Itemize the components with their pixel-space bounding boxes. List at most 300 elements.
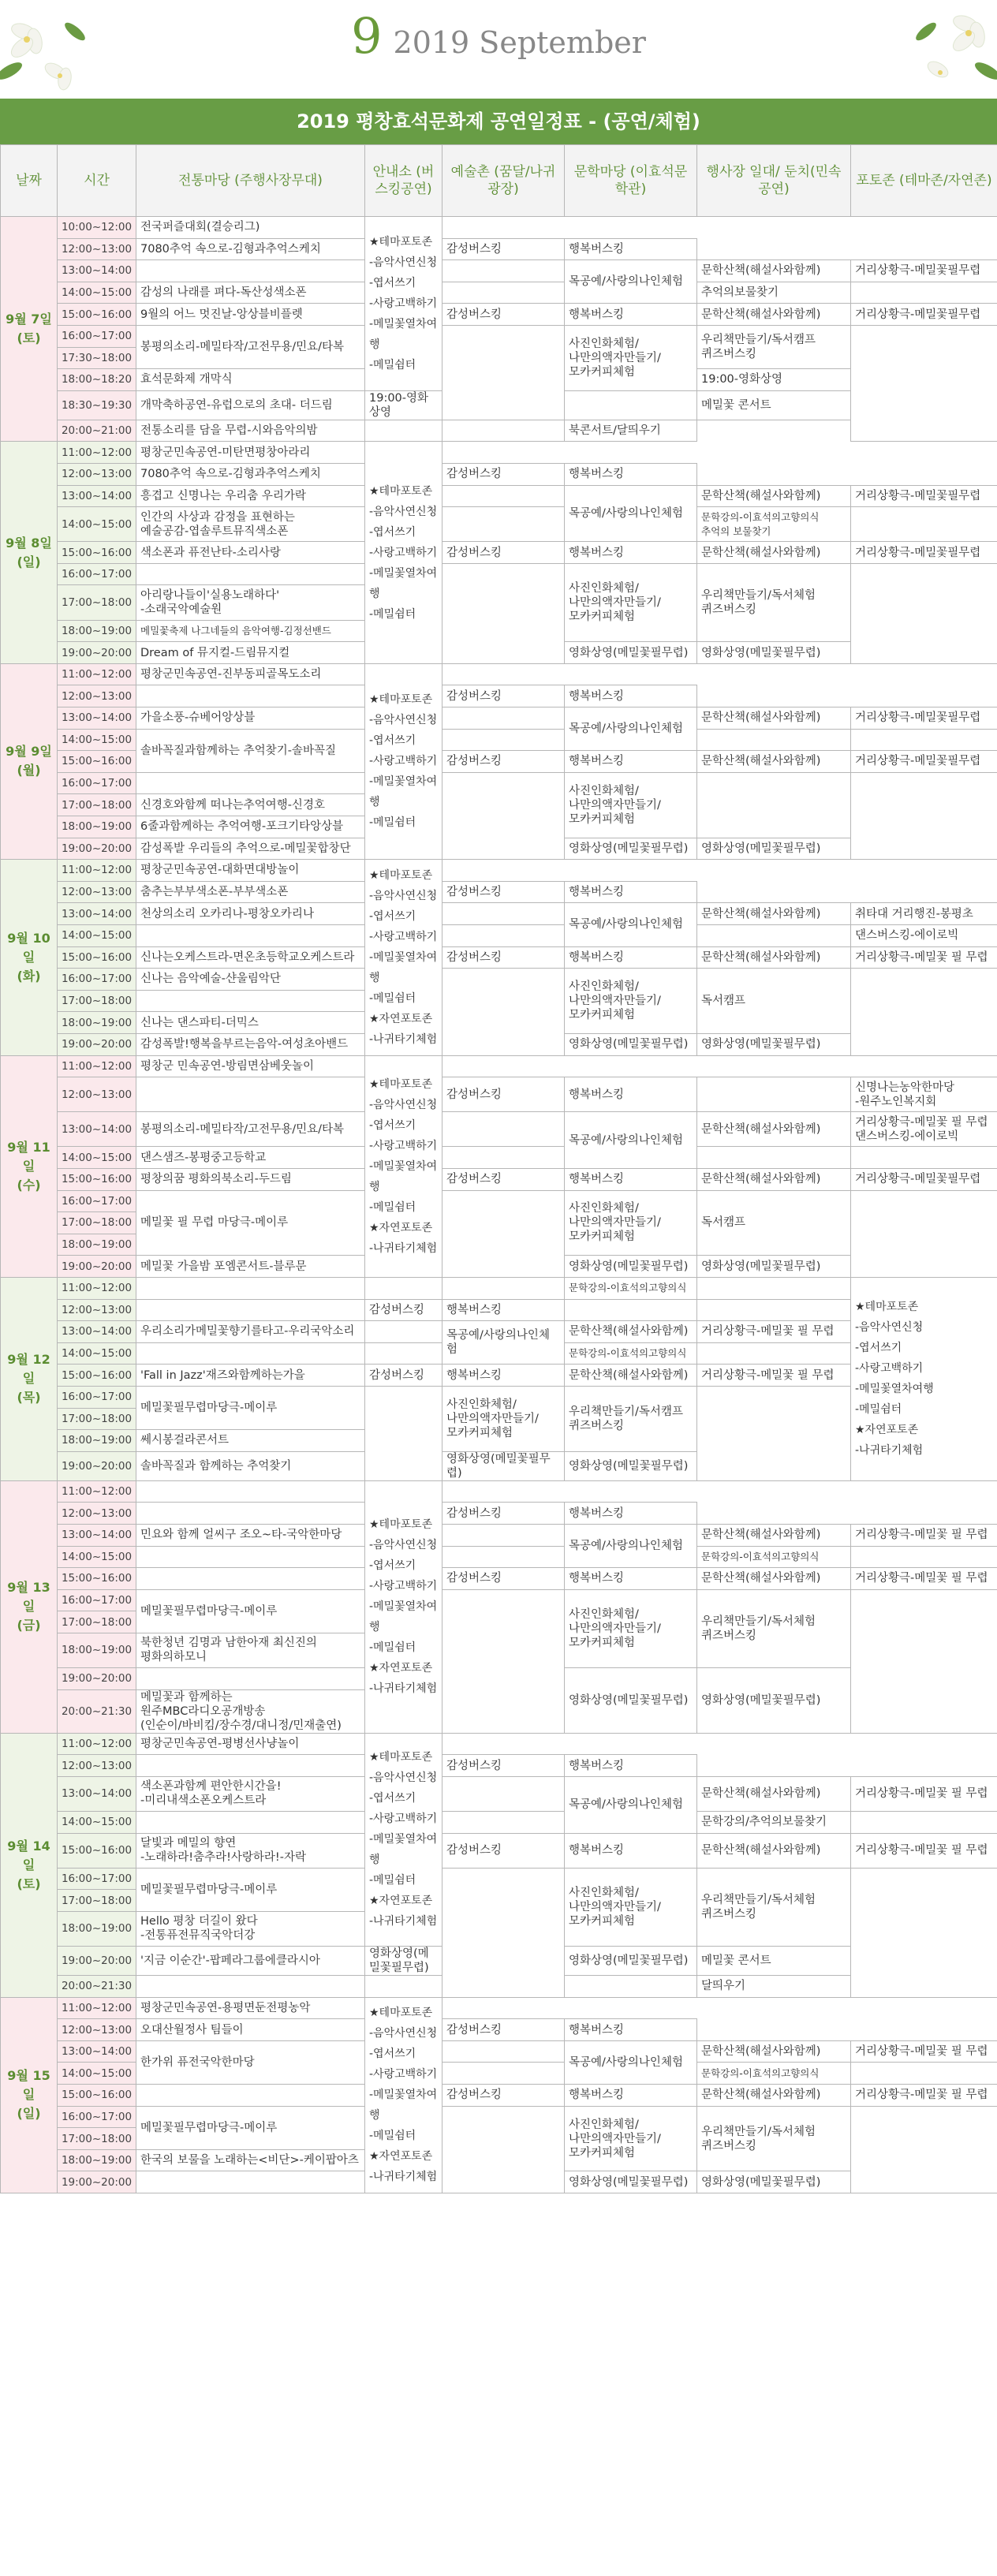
event-cell	[697, 1299, 851, 1321]
event-cell: 천상의소리 오카리나-평창오카리나	[136, 903, 365, 925]
time-cell: 17:00~18:00	[58, 585, 136, 620]
event-cell	[136, 2171, 365, 2193]
event-cell	[697, 1342, 851, 1365]
table-row	[1, 685, 997, 707]
table-row	[1, 507, 997, 542]
table-row	[1, 542, 997, 564]
event-cell: 문학산책(해설사와함께)	[697, 1169, 851, 1191]
event-cell: 행복버스킹	[565, 881, 697, 903]
time-cell: 15:00~16:00	[58, 2085, 136, 2107]
time-cell: 13:00~14:00	[58, 485, 136, 507]
table-row	[1, 1169, 997, 1191]
event-cell: 거리상황극-메밀꽃 필 무렵 댄스버스킹-에이로빅	[851, 1112, 997, 1147]
time-cell: 12:00~13:00	[58, 685, 136, 707]
event-cell: 영화상영(메밀꽃필무렵)	[565, 1947, 697, 1976]
event-cell	[851, 325, 997, 441]
time-cell: 14:00~15:00	[58, 924, 136, 946]
event-cell: 메밀꽃 필 무렵 마당극-메이루	[136, 1190, 365, 1256]
table-header-row	[1, 145, 997, 217]
event-cell: 우리책만들기/독서체험 퀴즈버스킹	[697, 2106, 851, 2171]
event-cell: 목공예/사랑의나인체험	[565, 1112, 697, 1169]
table-row	[1, 1524, 997, 1546]
event-cell	[442, 772, 565, 859]
event-cell	[442, 729, 565, 751]
time-cell: 20:00~21:00	[58, 420, 136, 442]
event-cell: 문학산책(해설사와함께)	[697, 1524, 851, 1546]
table-row	[1, 1568, 997, 1590]
event-cell: 감성의 나래를 펴다-독산성색소폰	[136, 282, 365, 304]
event-cell	[136, 772, 365, 794]
time-cell: 12:00~13:00	[58, 1299, 136, 1321]
event-cell: 문학산책(해설사와함께)	[697, 1833, 851, 1868]
event-cell: 메밀꽃 가을밤 포엠콘서트-블루문	[136, 1256, 365, 1278]
event-cell: 전국퍼즐대회(결승리그)	[136, 217, 365, 239]
event-cell	[442, 1524, 565, 1546]
photozone-cell: ★테마포토존 -음악사연신청 -엽서쓰기 -사랑고백하기 -메밀꽃열차여행 -메밀쉼터 ★자연포토존 -나귀타기체험	[851, 1277, 997, 1480]
event-cell: 행복버스킹	[565, 238, 697, 260]
event-cell: 감성버스킹	[442, 463, 565, 485]
event-cell: 문학산책(해설사와함께)	[697, 2040, 851, 2063]
table-row	[1, 2040, 997, 2063]
time-cell: 11:00~12:00	[58, 1997, 136, 2019]
event-cell: 문학강의-이효석의고향의식	[565, 1277, 697, 1299]
event-cell: 감성폭발 우리들의 추억으로-메밀꽃합창단	[136, 838, 365, 860]
event-cell	[697, 1147, 851, 1169]
event-cell: 행복버스킹	[565, 1833, 697, 1868]
event-cell: 북한청년 김명과 남한아재 최신진의 평화의하모니	[136, 1633, 365, 1667]
event-cell: 메밀꽃필무렵마당극-메이루	[136, 2106, 365, 2149]
event-cell	[851, 2063, 997, 2085]
time-cell: 11:00~12:00	[58, 1055, 136, 1077]
event-cell	[851, 969, 997, 1055]
event-cell: 행복버스킹	[565, 946, 697, 969]
time-cell: 14:00~15:00	[58, 507, 136, 542]
event-cell: 행복버스킹	[565, 1169, 697, 1191]
date-cell: 9월 14일 (토)	[1, 1733, 58, 1997]
event-cell: 감성버스킹	[442, 1503, 565, 1525]
event-cell: 목공예/사랑의나인체험	[565, 1524, 697, 1567]
event-cell: 평창군민속공연-용평면둔전평농악	[136, 1997, 365, 2019]
event-cell: 6줄과함께하는 추억여행-포크기타앙상블	[136, 816, 365, 838]
time-cell: 16:00~17:00	[58, 2106, 136, 2128]
event-cell: 영화상영(메밀꽃필무렵)	[697, 2171, 851, 2193]
event-cell: 감성버스킹	[442, 751, 565, 773]
event-cell: 감성버스킹	[365, 1365, 442, 1387]
event-cell	[442, 420, 565, 442]
time-cell: 18:00~18:20	[58, 369, 136, 391]
event-cell	[442, 1546, 565, 1568]
event-cell: 문학강의/추억의보물찾기	[697, 1811, 851, 1833]
event-cell	[442, 1277, 565, 1299]
event-cell: 목공예/사랑의나인체험	[565, 707, 697, 751]
event-cell: 댄스샘즈-봉평중고등학교	[136, 1147, 365, 1169]
event-cell	[136, 260, 365, 282]
event-cell: 인간의 사상과 감정을 표현하는 예술공감-엽솔루트뮤직색소폰	[136, 507, 365, 542]
event-cell: 영화상영(메밀꽃필무렵)	[565, 642, 697, 664]
event-cell	[365, 1976, 442, 1998]
time-cell: 19:00~20:00	[58, 1033, 136, 1055]
event-cell: 거리상황극-메밀꽃필무렵	[851, 485, 997, 507]
event-cell	[851, 772, 997, 859]
event-cell: 'Fall in Jazz'재즈와함께하는가을	[136, 1365, 365, 1387]
event-cell: 목공예/사랑의나인체험	[565, 485, 697, 542]
event-cell	[851, 1546, 997, 1568]
event-cell: 영화상영(메밀꽃필무렵)	[365, 1947, 442, 1976]
event-cell	[697, 924, 851, 946]
time-cell: 15:00~16:00	[58, 1169, 136, 1191]
event-cell: 감성버스킹	[442, 1568, 565, 1590]
event-cell: 평창의꿈 평화의북소리-두드림	[136, 1169, 365, 1191]
photozone-cell: ★테마포토존 -음악사연신청 -엽서쓰기 -사랑고백하기 -메밀꽃열차여행 -메밀쉼터 ★자연포토존 -나귀타기체험	[365, 1733, 442, 1946]
event-cell	[851, 1147, 997, 1169]
schedule-table-wrapper	[0, 144, 997, 2193]
time-cell: 14:00~15:00	[58, 1147, 136, 1169]
event-cell	[136, 1546, 365, 1568]
column-header: 날짜	[1, 145, 58, 217]
event-cell: 영화상영(메밀꽃필무렵)	[565, 838, 697, 860]
time-cell: 15:00~16:00	[58, 751, 136, 773]
event-cell	[442, 1811, 565, 1833]
event-cell	[442, 1190, 565, 1277]
event-cell	[442, 485, 565, 507]
event-cell	[851, 729, 997, 751]
event-cell: 봉평의소리-메밀타작/고전무용/민요/타복	[136, 325, 365, 368]
table-row	[1, 969, 997, 991]
time-cell: 13:00~14:00	[58, 1524, 136, 1546]
event-cell: 댄스버스킹-에이로빅	[851, 924, 997, 946]
year-month: 2019 September	[393, 25, 646, 60]
event-cell: 봉평의소리-메밀타작/고전무용/민요/타복	[136, 1112, 365, 1147]
event-cell: 감성버스킹	[442, 238, 565, 260]
event-cell: 아리랑나들이'실용노래하다' -소래국악예술원	[136, 585, 365, 620]
event-cell: 독서캠프	[697, 969, 851, 1034]
table-row	[1, 663, 997, 685]
date-cell: 9월 11일 (수)	[1, 1055, 58, 1277]
table-row	[1, 1112, 997, 1147]
event-cell: 거리상황극-메밀꽃필무렵	[851, 304, 997, 326]
time-cell: 16:00~17:00	[58, 1868, 136, 1890]
event-cell: 행복버스킹	[565, 304, 697, 326]
event-cell	[442, 969, 565, 1055]
event-cell: 사진인화체험/ 나만의액자만들기/ 모카커피체험	[565, 969, 697, 1034]
time-cell: 20:00~21:30	[58, 1976, 136, 1998]
photozone-cell: ★테마포토존 -음악사연신청 -엽서쓰기 -사랑고백하기 -메밀꽃열차여행 -메밀쉼터 ★자연포토존 -나귀타기체험	[365, 860, 442, 1055]
event-cell: 행복버스킹	[565, 1755, 697, 1777]
event-cell: 문학산책(해설사와함께)	[697, 1568, 851, 1590]
event-cell	[442, 1868, 565, 1997]
time-cell: 18:00~19:00	[58, 620, 136, 642]
event-cell: 문학강의-이효석의고향의식	[697, 1546, 851, 1568]
event-cell: 거리상황극-메밀꽃 필 무렵	[851, 1568, 997, 1590]
event-cell: 행복버스킹	[565, 1077, 697, 1112]
event-cell: 우리책만들기/독서캠프 퀴즈버스킹	[697, 325, 851, 368]
event-cell: 개막축하공연-유럽으로의 초대- 더드림	[136, 390, 365, 420]
time-cell: 18:00~19:00	[58, 1633, 136, 1667]
event-cell: 춤추는부부색소폰-부부색소폰	[136, 881, 365, 903]
event-cell: 영화상영(메밀꽃필무렵)	[697, 1033, 851, 1055]
event-cell	[565, 1299, 697, 1321]
event-cell: 거리상황극-메밀꽃필무렵	[851, 1169, 997, 1191]
table-row	[1, 217, 997, 239]
event-cell: 19:00-영화상영	[365, 390, 442, 420]
table-row	[1, 563, 997, 585]
table-row	[1, 1811, 997, 1833]
event-cell: 효석문화제 개막식	[136, 369, 365, 391]
table-row	[1, 1733, 997, 1755]
event-cell	[365, 1386, 442, 1480]
event-cell: 색소폰과함께 편안한시간을! -미리내색소폰오케스트라	[136, 1776, 365, 1811]
time-cell: 18:00~19:00	[58, 1430, 136, 1452]
event-cell: 문학강의-이효석의고향의식	[697, 2063, 851, 2085]
event-cell: 행복버스킹	[565, 685, 697, 707]
time-cell: 14:00~15:00	[58, 282, 136, 304]
event-cell	[136, 1277, 365, 1299]
event-cell: 평창군민속공연-평병선사냥놀이	[136, 1733, 365, 1755]
table-row	[1, 238, 997, 260]
event-cell	[697, 772, 851, 838]
column-header: 전통마당 (주행사장무대)	[136, 145, 365, 217]
table-row	[1, 924, 997, 946]
event-cell: 우리책만들기/독서캠프 퀴즈버스킹	[565, 1386, 697, 1451]
event-cell: 감성버스킹	[442, 1755, 565, 1777]
table-row	[1, 860, 997, 882]
time-cell: 17:00~18:00	[58, 794, 136, 816]
table-row	[1, 1277, 997, 1299]
time-cell: 18:00~19:00	[58, 2149, 136, 2171]
event-cell: 행복버스킹	[565, 2019, 697, 2041]
table-row	[1, 1868, 997, 1890]
event-cell: 우리소리가메밀꽃향기를타고-우리국악소리	[136, 1321, 365, 1343]
event-cell: 감성버스킹	[442, 946, 565, 969]
event-cell: 평창군민속공연-진부동피골목도소리	[136, 663, 365, 685]
event-cell	[565, 390, 697, 420]
event-cell: 문학산책(해설사와함께)	[697, 751, 851, 773]
event-cell: 문학산책(해설사와함께)	[697, 260, 851, 282]
event-cell: 우리책만들기/독서체험 퀴즈버스킹	[697, 1589, 851, 1667]
event-cell: 우리책만들기/독서체험 퀴즈버스킹	[697, 1868, 851, 1946]
table-row	[1, 304, 997, 326]
event-cell: 감성버스킹	[442, 542, 565, 564]
time-cell: 13:00~14:00	[58, 707, 136, 730]
event-cell	[136, 1503, 365, 1525]
date-cell: 9월 10일 (화)	[1, 860, 58, 1055]
event-cell: 문학산책(해설사와함께)	[697, 304, 851, 326]
event-cell	[851, 1868, 997, 1997]
photozone-cell: ★테마포토존 -음악사연신청 -엽서쓰기 -사랑고백하기 -메밀꽃열차여행 -메밀쉼터 ★자연포토존 -나귀타기체험	[365, 1055, 442, 1277]
schedule-table	[0, 144, 997, 2193]
event-cell	[136, 685, 365, 707]
event-cell: 문학산책(해설사와함께)	[697, 485, 851, 507]
event-cell: 메밀꽃필무렵마당극-메이루	[136, 1589, 365, 1633]
time-cell: 17:00~18:00	[58, 1890, 136, 1912]
event-cell: 문학산책(해설사와함께)	[565, 1365, 697, 1387]
time-cell: 15:00~16:00	[58, 304, 136, 326]
event-cell: 행복버스킹	[565, 463, 697, 485]
photozone-cell: ★테마포토존 -음악사연신청 -엽서쓰기 -사랑고백하기 -메밀꽃열차여행 -메밀쉼터 ★자연포토존 -나귀타기체험	[365, 1997, 442, 2193]
table-row	[1, 946, 997, 969]
event-cell	[851, 563, 997, 663]
event-cell: 행복버스킹	[565, 542, 697, 564]
event-cell: 영화상영(메밀꽃필무렵)	[697, 1256, 851, 1278]
table-row	[1, 2085, 997, 2107]
time-cell: 11:00~12:00	[58, 1480, 136, 1503]
table-row	[1, 282, 997, 304]
column-header: 문학마당 (이효석문학관)	[565, 145, 697, 217]
event-cell	[442, 260, 565, 282]
event-cell: 목공예/사랑의나인체험	[565, 903, 697, 946]
event-cell: 거리상황극-메밀꽃필무렵	[851, 542, 997, 564]
event-cell	[851, 2106, 997, 2193]
page-header	[0, 0, 997, 106]
event-cell	[136, 990, 365, 1012]
time-cell: 13:00~14:00	[58, 903, 136, 925]
event-cell	[442, 1589, 565, 1733]
time-cell: 19:00~20:00	[58, 1947, 136, 1976]
table-row	[1, 1365, 997, 1387]
event-cell: 거리상황극-메밀꽃 필 무렵	[851, 2040, 997, 2063]
table-row	[1, 1147, 997, 1169]
event-cell: 색소폰과 퓨전난타-소리사랑	[136, 542, 365, 564]
event-cell	[697, 1077, 851, 1112]
event-cell: 거리상황극-메밀꽃필무렵	[851, 707, 997, 730]
time-cell: 18:00~19:00	[58, 1012, 136, 1034]
column-header: 예술촌 (꿈달/나귀광장)	[442, 145, 565, 217]
table-row	[1, 485, 997, 507]
table-row	[1, 442, 997, 464]
time-cell: 11:00~12:00	[58, 1277, 136, 1299]
table-row	[1, 772, 997, 794]
event-cell	[442, 903, 565, 925]
event-cell: 메밀꽃필무렵마당극-메이루	[136, 1868, 365, 1911]
event-cell: 쎄시봉걸라콘서트	[136, 1430, 365, 1452]
event-cell	[365, 1277, 442, 1299]
event-cell: 영화상영(메밀꽃필무렵)	[442, 1451, 565, 1480]
event-cell	[136, 1299, 365, 1321]
time-cell: 18:00~19:00	[58, 1911, 136, 1946]
event-cell: 목공예/사랑의나인체험	[565, 260, 697, 304]
event-cell: 거리상황극-메밀꽃 필 무렵	[851, 1776, 997, 1811]
time-cell: 19:00~20:00	[58, 1451, 136, 1480]
event-cell: 사진인화체험/ 나만의액자만들기/ 모카커피체험	[565, 325, 697, 390]
time-cell: 16:00~17:00	[58, 969, 136, 991]
time-cell: 19:00~20:00	[58, 1256, 136, 1278]
event-cell: 거리상황극-메밀꽃 필 무렵	[697, 1321, 851, 1343]
time-cell: 19:00~20:00	[58, 2171, 136, 2193]
event-cell: 문학산책(해설사와함께)	[697, 1112, 851, 1147]
event-cell: 신나는오케스트라-면온초등학교오케스트라	[136, 946, 365, 969]
time-cell: 18:00~19:00	[58, 816, 136, 838]
table-row	[1, 707, 997, 730]
time-cell: 10:00~12:00	[58, 217, 136, 239]
table-row	[1, 1776, 997, 1811]
event-cell: 문학산책(해설사와함께)	[697, 1776, 851, 1811]
time-cell: 14:00~15:00	[58, 2063, 136, 2085]
time-cell: 18:00~19:00	[58, 1234, 136, 1256]
event-cell: 목공예/사랑의나인체험	[565, 2040, 697, 2084]
event-cell	[136, 563, 365, 585]
event-cell: 감성버스킹	[442, 2085, 565, 2107]
event-cell	[565, 1976, 697, 1998]
flower-decoration-icon	[902, 0, 997, 103]
event-cell: 거리상황극-메밀꽃필무렵	[851, 751, 997, 773]
event-cell: 사진인화체험/ 나만의액자만들기/ 모카커피체험	[565, 563, 697, 641]
table-row	[1, 1480, 997, 1503]
event-cell: 문학산책(해설사와함께)	[565, 1321, 697, 1343]
time-cell: 11:00~12:00	[58, 860, 136, 882]
event-cell: 전통소리를 담을 무렵-시와음악의밤	[136, 420, 365, 442]
time-cell: 16:00~17:00	[58, 563, 136, 585]
event-cell: 행복버스킹	[565, 751, 697, 773]
event-cell: 평창군민속공연-대화면대방놀이	[136, 860, 365, 882]
event-cell: 행복버스킹	[442, 1299, 565, 1321]
event-cell: 19:00-영화상영	[697, 369, 851, 391]
event-cell: 문학강의-이효석의고향의식	[565, 1342, 697, 1365]
event-cell: 취타대 거리행진-봉평초	[851, 903, 997, 925]
photozone-event-cell: 북콘서트/달띄우기	[565, 420, 697, 442]
event-cell: 영화상영(메밀꽃필무렵)	[565, 1033, 697, 1055]
photozone-event-cell: 메밀꽃 콘서트	[697, 1947, 851, 1976]
event-cell	[442, 325, 565, 420]
table-row	[1, 463, 997, 485]
event-cell	[442, 924, 565, 946]
photozone-cell: ★테마포토존 -음악사연신청 -엽서쓰기 -사랑고백하기 -메밀꽃열차여행 -메밀쉼터 ★자연포토존 -나귀타기체험	[365, 1480, 442, 1733]
event-cell: 우리책만들기/독서체험 퀴즈버스킹	[697, 563, 851, 641]
event-cell: 신경호와함께 떠나는추억여행-신경호	[136, 794, 365, 816]
event-cell: 오대산월정사 팀들이	[136, 2019, 365, 2041]
event-cell: 메밀꽃과 함께하는 원주MBC라디오공개방송 (인순이/바비킴/장수경/대니정/민재출연)	[136, 1689, 365, 1733]
event-cell	[851, 282, 997, 304]
event-cell: 영화상영(메밀꽃필무렵)	[697, 642, 851, 664]
event-cell: 사진인화체험/ 나만의액자만들기/ 모카커피체험	[442, 1386, 565, 1451]
time-cell: 17:00~18:00	[58, 990, 136, 1012]
table-row	[1, 1190, 997, 1212]
schedule-banner: 2019 평창효석문화제 공연일정표 - (공연/체험)	[0, 99, 997, 144]
event-cell	[851, 1589, 997, 1733]
event-cell: 7080추억 속으로-김형과추억스케치	[136, 463, 365, 485]
event-cell	[136, 1755, 365, 1777]
event-cell: 목공예/사랑의나인체험	[565, 1776, 697, 1833]
table-row	[1, 1386, 997, 1408]
event-cell: 영화상영(메밀꽃필무렵)	[697, 838, 851, 860]
event-cell	[136, 1342, 365, 1365]
event-cell: 행복버스킹	[565, 1568, 697, 1590]
event-cell	[136, 1668, 365, 1690]
time-cell: 12:00~13:00	[58, 238, 136, 260]
time-cell: 18:30~19:30	[58, 390, 136, 420]
event-cell	[851, 1190, 997, 1277]
event-cell: 거리상황극-메밀꽃필무렵	[851, 260, 997, 282]
column-header: 포토존 (테마존/자연존)	[851, 145, 997, 217]
event-cell	[442, 2040, 565, 2063]
event-cell: 신명나는농악한마당 -원주노인복지회	[851, 1077, 997, 1112]
time-cell: 13:00~14:00	[58, 1776, 136, 1811]
event-cell: 영화상영(메밀꽃필무렵)	[565, 1668, 697, 1734]
event-cell: Hello 평창 더길이 왔다 -전통퓨전뮤직국악더강	[136, 1911, 365, 1946]
time-cell: 14:00~15:00	[58, 729, 136, 751]
event-cell: 신나는 음악예술-샨울림악단	[136, 969, 365, 991]
event-cell: 솔바꼭질과 함께하는 추억찾기	[136, 1451, 365, 1480]
event-cell: 감성버스킹	[442, 1169, 565, 1191]
photozone-cell: ★테마포토존 -음악사연신청 -엽서쓰기 -사랑고백하기 -메밀꽃열차여행 -메밀쉼터	[365, 663, 442, 859]
event-cell	[365, 420, 442, 442]
event-cell: 거리상황극-메밀꽃 필 무렵	[697, 1365, 851, 1387]
event-cell: 독서캠프	[697, 1190, 851, 1256]
time-cell: 13:00~14:00	[58, 1321, 136, 1343]
table-row	[1, 1299, 997, 1321]
time-cell: 12:00~13:00	[58, 1077, 136, 1112]
time-cell: 17:00~18:00	[58, 1212, 136, 1234]
event-cell: 감성버스킹	[442, 685, 565, 707]
